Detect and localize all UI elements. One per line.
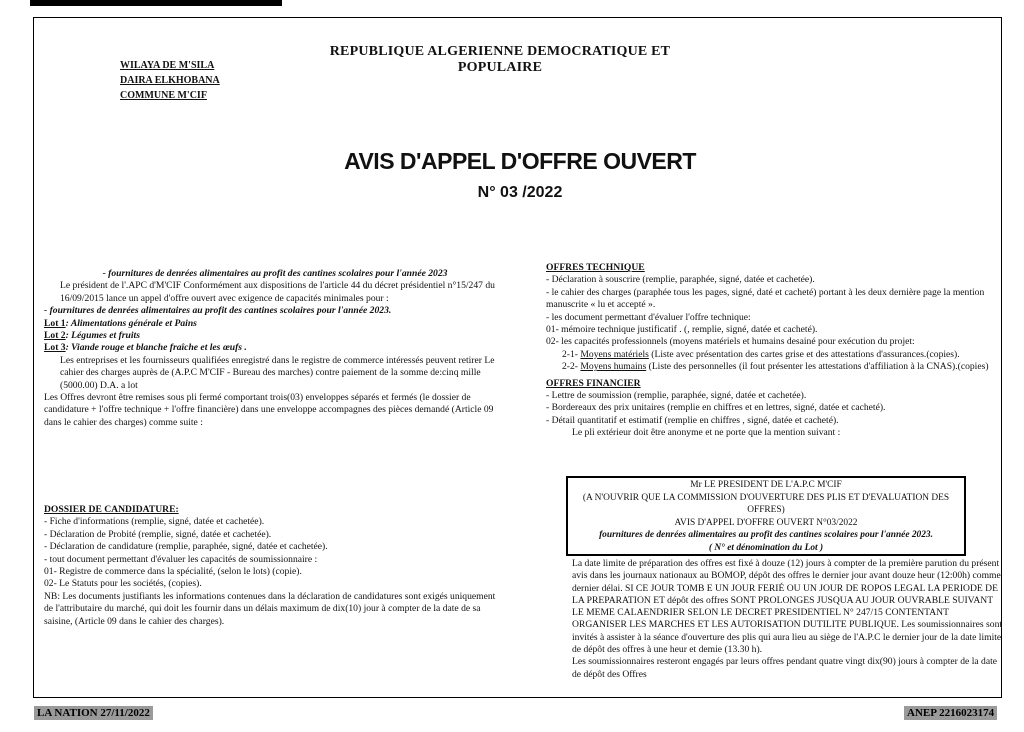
lot-1-label: Lot 1 — [44, 317, 66, 329]
fin-heading: OFFRES FINANCIER — [546, 377, 641, 389]
fin-item: - Bordereaux des prix unitaires (remplie en chiffres et en lettres, signé, datée et cacheté). — [546, 402, 886, 414]
tech-heading: OFFRES TECHNIQUE — [546, 262, 645, 273]
lot-1-text: : Alimentations générale et Pains — [65, 317, 197, 329]
box-line-2: (A N'OUVRIR QUE LA COMMISSION D'OUVERTURE DES PLIS ET D'EVALUATION DES OFFRES) — [582, 492, 950, 516]
subject-line: - fournitures de denrées alimentaires au profit des cantines scolaires pour l'année 2023 — [102, 268, 448, 279]
dossier-heading: DOSSIER DE CANDIDATURE: — [44, 504, 179, 515]
lot-3-label: Lot 3 — [44, 342, 66, 354]
dossier-item: - tout document permettant d'évaluer les capacités de soumissionnaire : — [44, 553, 318, 565]
tech-item: 02- les capacités professionnels (moyens matériels et humains desainé pour exécution du projet: — [546, 336, 915, 348]
conditions-paragraph: Les entreprises et les fournisseurs qualifiées enregistré dans le registre de commerce intéressés peuvent retirer Le cahier des charges auprès de (A.P.C M'CIF - Bureau des marches) contre paiement de la somme de:cinq mille (5000.00) D.A. a lot — [60, 354, 495, 391]
daira-label: DAIRA ELKHOBANA — [120, 75, 220, 86]
lot-2-text: : Légumes et fruits — [65, 330, 140, 342]
top-bar — [30, 0, 282, 6]
page-title: AVIS D'APPEL D'OFFRE OUVERT — [344, 148, 696, 174]
notice-number: N° 03 /2022 — [477, 184, 563, 201]
dossier-section — [44, 504, 506, 628]
moyens-materiels — [546, 349, 1006, 361]
tech-item: - Déclaration à souscrire (remplie, paraphée, signé, datée et cachetée). — [546, 274, 815, 286]
left-column — [44, 268, 506, 429]
republic-heading: REPUBLIQUE ALGERIENNE DEMOCRATIQUE ET POPULAIRE — [329, 44, 671, 75]
pli-note: Le pli extérieur doit être anonyme et ne porte que la mention suivant : — [572, 427, 841, 439]
right-column — [546, 262, 1006, 440]
moyens-1-label: Moyens matériels — [580, 348, 649, 360]
dossier-item: 01- Registre de commerce dans la spécialité, (selon le lots) (copie). — [44, 566, 302, 578]
lot-3-text: : Viande rouge et blanche fraîche et les œufs . — [65, 342, 247, 354]
deadline-paragraph: La date limite de préparation des offres est fixé à douze (12) jours à compter de la première parution du présent avis dans les journaux nationaux au BOMOP, dépôt des offres le dernier jour avant douze heur (12:00h) comme dernier délai. SI CE JOUR TOMB E UN JOUR FERIÉ OU UN JOUR DE ROPOS LEGAL LA PERIODE DE LA PREPARATION ET dépôt des offres SONT PROLONGES JUSQUA AU JOUR OUVRABLE SUIVANT LE MEME CALAENDRIER SELON LE DECRET PRESIDENTIEL N° 247/15 CONTENTANT ORGANISER LES MARCHES ET LES AUTORISATION DUTILITE PUBLIQUE. Les soumissionnaires sont invités à assister à la séance d'ouverture des plis qui aura lieu au siège de l'A.P.C le dernier jour de la date limite de dépôt des offres à une heur et demie (13.30 h). — [572, 558, 1003, 656]
tech-item: 01- mémoire technique justificatif . (, remplie, signé, datée et cacheté). — [546, 324, 818, 336]
moyens-2-label: Moyens humains — [580, 361, 647, 373]
tech-item: - le cahier des charges (paraphée tous les pages, signé, daté et cacheté) portant à les deux dernière page la mention manuscrite « lu et accepté ». — [546, 286, 985, 311]
lot-1 — [44, 318, 506, 330]
lot-2 — [44, 330, 506, 342]
fin-item: - Lettre de soumission (remplie, paraphée, signé, datée et cachetée). — [546, 390, 807, 402]
tech-item: - les document permettant d'évaluer l'offre technique: — [546, 311, 751, 323]
nb-paragraph: NB: Les documents justifiants les informations contenues dans la déclaration de candidatures sont exigés uniquement de l'attributaire du marché, qui doit les fournir dans un délais maximum de dix(10) jour à compter de la date de sa saisine, (Article 09 dans le cahier des charges). — [44, 590, 496, 627]
box-line-3: AVIS D'APPEL D'OFFRE OUVERT N°03/2022 — [674, 517, 858, 528]
wilaya-label: WILAYA DE M'SILA — [120, 60, 215, 71]
dossier-item: 02- Le Statuts pour les sociétés, (copies). — [44, 578, 202, 590]
administration-block — [120, 58, 220, 103]
submission-paragraph: Les Offres devront être remises sous pli fermé comportant trois(03) enveloppes séparés et fermés (le dossier de candidature + l'offre technique + l'offre financière) dans une enveloppe accompagnes des pièces demandé (Article 09 dans le cahier des charges) comme suite : — [44, 392, 494, 428]
dossier-item: - Fiche d'informations (remplie, signé, datée et cachetée). — [44, 516, 265, 528]
envelope-mention-box — [566, 476, 966, 556]
fin-item: - Détail quantitatif et estimatif (remplie en chiffres , signé, datée et cacheté). — [546, 414, 839, 426]
newspaper-footer: LA NATION 27/11/2022 — [34, 706, 153, 720]
box-line-1: Mr LE PRESIDENT DE L'A.P.C M'CIF — [690, 480, 842, 490]
moyens-humains — [546, 361, 1006, 373]
dossier-item: - Déclaration de Probité (remplie, signé, datée et cachetée). — [44, 528, 272, 540]
anep-footer: ANEP 2216023174 — [904, 706, 997, 720]
moyens-1-prefix: 2-1- — [562, 348, 578, 360]
moyens-1-text: (Liste avec présentation des cartes grise et des attestations d'assurances.(copies). — [651, 348, 960, 360]
moyens-2-text: (Liste des personnelles (il fout présenter les attestations d'affiliation à la CNAS).(copies) — [648, 361, 989, 373]
engagement-paragraph: Les soumissionnaires resteront engagés par leurs offres pendant quatre vingt dix(90) jours à compter de la date de dépôt des Offres — [572, 656, 998, 680]
deadline-section — [546, 558, 1006, 681]
dossier-item: - Déclaration de candidature (remplie, paraphée, signé, datée et cachetée). — [44, 541, 328, 553]
box-line-4: fournitures de denrées alimentaires au profit des cantines scolaires pour l'année 2023. — [599, 530, 933, 541]
intro-paragraph: Le président de l'.APC d'M'CIF Conformément aux dispositions de l'article 44 du décret présidentiel n°15/247 du 16/09/2015 lance un appel d'offre ouvert avec exigence de capacités minimales pour : — [60, 280, 495, 304]
commune-label: COMMUNE M'CIF — [120, 90, 207, 101]
subject-line-2: - fournitures de denrées alimentaires au profit des cantines scolaires pour l'année 2023. — [44, 305, 392, 317]
lot-2-label: Lot 2 — [44, 330, 66, 342]
lot-3 — [44, 342, 506, 354]
box-line-5: ( N° et dénomination du Lot ) — [708, 542, 824, 553]
moyens-2-prefix: 2-2- — [562, 361, 578, 373]
